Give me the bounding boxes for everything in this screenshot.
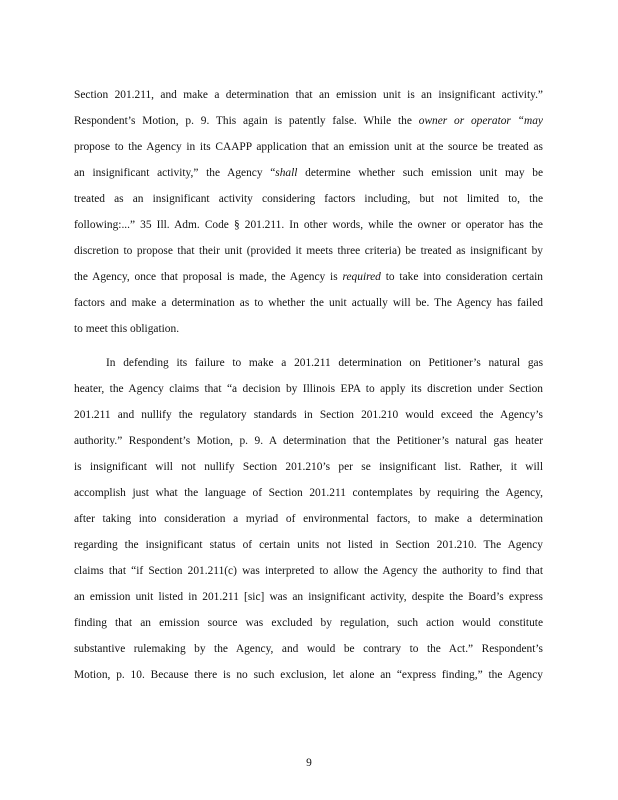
text-line: Motion, p. 10. Because there is no such exclusion, let alone an “express finding,” the Agency (74, 669, 543, 681)
text-line: claims that “if Section 201.211(c) was interpreted to allow the Agency the authority to find that (74, 565, 543, 577)
text-line: Respondent’s Motion, p. 9. This again is patently false. While the owner or operator “may (74, 115, 543, 127)
text-line: In defending its failure to make a 201.211 determination on Petitioner’s natural gas (106, 357, 543, 369)
text-line: accomplish just what the language of Section 201.211 contemplates by requiring the Agency, (74, 487, 543, 499)
italic-text: required (342, 271, 381, 283)
text-line: authority.” Respondent’s Motion, p. 9. A determination that the Petitioner’s natural gas heater (74, 435, 543, 447)
text-line: propose to the Agency in its CAAPP application that an emission unit at the source be treated as (74, 141, 543, 153)
text-line: discretion to propose that their unit (provided it meets three criteria) be treated as insignificant by (74, 245, 543, 257)
text-line: 201.211 and nullify the regulatory standards in Section 201.210 would exceed the Agency’s (74, 409, 543, 421)
text-line: after taking into consideration a myriad of environmental factors, to make a determination (74, 513, 543, 525)
text-line: an insignificant activity,” the Agency “shall determine whether such emission unit may be (74, 167, 544, 179)
text-line: treated as an insignificant activity considering factors including, but not limited to, the (74, 193, 543, 205)
text-line: finding that an emission source was excluded by regulation, such action would constitute (74, 617, 543, 629)
text-line: regarding the insignificant status of certain units not listed in Section 201.210. The Agency (74, 539, 543, 551)
text-line: an emission unit listed in 201.211 [sic] was an insignificant activity, despite the Board’s express (74, 591, 543, 603)
text-line: is insignificant will not nullify Section 201.210’s per se insignificant list. Rather, it will (74, 461, 543, 473)
text-line: heater, the Agency claims that “a decision by Illinois EPA to apply its discretion under Section (74, 383, 543, 395)
italic-text: owner or operator (418, 115, 511, 127)
text-line: following:...” 35 Ill. Adm. Code § 201.211. In other words, while the owner or operator has the (74, 219, 543, 231)
text-line: substantive rulemaking by the Agency, and would be contrary to the Act.” Respondent’s (74, 643, 543, 655)
text-line: Section 201.211, and make a determination that an emission unit is an insignificant activity.” (74, 89, 543, 101)
italic-text: shall (275, 167, 298, 179)
text-line: factors and make a determination as to whether the unit actually will be. The Agency has failed (74, 297, 543, 309)
text-line: the Agency, once that proposal is made, the Agency is required to take into consideration certain (74, 271, 543, 283)
text-line: to meet this obligation. (74, 323, 180, 335)
page-number: 9 (306, 757, 312, 769)
